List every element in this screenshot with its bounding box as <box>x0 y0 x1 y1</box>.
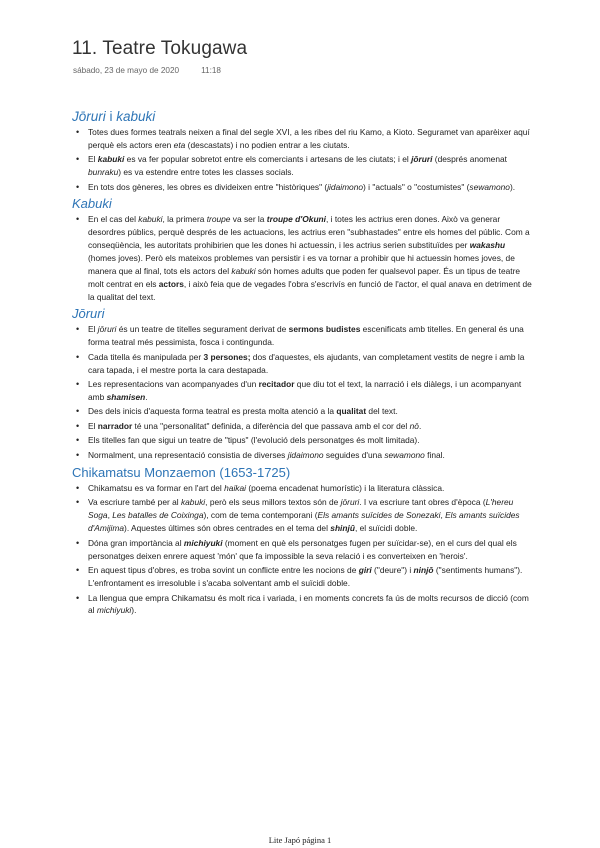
list-item: • Dóna gran importància al michiyuki (moment en què els personatges fugen per suïcidar-se), en el curs del qual els personatges deixen enrere aquest 'món' que fa impossible la seva relació i es converteixen en 'herois'. <box>88 537 534 563</box>
list-item: • El jōruri és un teatre de titelles segurament derivat de sermons budistes escenificats amb titelles. En general és una forma teatral més pessimista, fosca i contingunda. <box>88 323 534 349</box>
list-item: • Els titelles fan que sigui un teatre de "tipus" (l'evolució dels personatges és molt limitada). <box>88 434 534 447</box>
list-item: • Va escriure també per al kabuki, però els seus millors textos són de jōruri. I va escriure tant obres d'època (L'hereu Soga, Les batalles de Coixinga), com de tema contemporani (Els amants suïcides de Sonezaki, Els amants suïcides d'Amijima). Aquestes últimes són obres centrades en el tema del shinjū, el suïcidi doble. <box>88 496 534 535</box>
list-item: • Des dels inicis d'aquesta forma teatral es presta molta atenció a la qualitat del text. <box>88 405 534 418</box>
page-time: 11:18 <box>201 66 221 75</box>
list-item: • Chikamatsu es va formar en l'art del haikai (poema encadenat humorístic) i la literatura clàssica. <box>88 482 534 495</box>
list-item: • El kabuki es va fer popular sobretot entre els comerciants i artesans de les ciutats; i el jōruri (després anomenat bunraku) es va estendre entre totes les classes socials. <box>88 153 534 179</box>
page-date: sábado, 23 de mayo de 2020 <box>73 66 180 75</box>
note-content <box>72 108 534 619</box>
list-item: • Cada titella és manipulada per 3 persones; dos d'aquestes, els ajudants, van completament vestits de negre i amb la cara tapada, i el mestre porta la cara destapada. <box>88 351 534 377</box>
list-item: • El narrador té una "personalitat" definida, a diferència del que passava amb el cor del nō. <box>88 420 534 433</box>
bullet-list-chikamatsu <box>72 482 534 617</box>
page-meta <box>73 66 221 75</box>
section-heading-joruri-kabuki: Jōruri i kabuki <box>72 109 156 124</box>
section-heading-joruri: Jōruri <box>72 306 105 322</box>
list-item: • En aquest tipus d'obres, es troba sovint un conflicte entre les nocions de giri ("deure") i ninjō ("sentiments humans"). L'enfrontament es irresoluble i s'acaba solventant amb el suïcidi doble. <box>88 564 534 590</box>
list-item: • Totes dues formes teatrals neixen a final del segle XVI, a les ribes del riu Kamo, a Kioto. Seguramet van aparèixer aquí perquè els actors eren eta (descastats) i no podien entrar a les ciutats. <box>88 126 534 152</box>
list-item: • La llengua que empra Chikamatsu és molt rica i variada, i en moments concrets fa ús de molts recursos de dicció (com al michiyuki). <box>88 592 534 618</box>
list-item: • Normalment, una representació consistia de diverses jidaimono seguides d'una sewamono final. <box>88 449 534 462</box>
bullet-list-joruri <box>72 323 534 462</box>
list-item: • Les representacions van acompanyades d'un recitador que diu tot el text, la narració i els diàlegs, i un acompanyant amb shamisen. <box>88 378 534 404</box>
page-footer: Lite Japó página 1 <box>268 835 332 845</box>
section-heading-chikamatsu: Chikamatsu Monzaemon (1653-1725) <box>72 464 291 480</box>
list-item: • En tots dos gèneres, les obres es divideixen entre "històriques" (jidaimono) i "actuals" o "costumistes" (sewamono). <box>88 181 534 194</box>
list-item: • En el cas del kabuki, la primera troupe va ser la troupe d'Okuni, i totes les actrius eren dones. Això va generar desordres públics, perquè després de les actuacions, les actrius eren "subhastades" entre els homes del públic. Com a conseqüència, les autoritats prohibirien que les dones hi actuessin, i les actrius serien substituïdes per wakashu (homes joves). Però els mateixos problemes van persistir i es va tornar a prohibir que hi actuessin homes joves, de manera que al final, tots els actors del kabuki són homes adults que poden fer qualsevol paper. És un tipus de teatre molt centrat en els actors, i això feia que de vegades l'obra s'escrivís en funció de l'actor, el qual anava en detriment de la qualitat del text. <box>88 213 534 303</box>
page-title: 11. Teatre Tokugawa <box>72 38 248 59</box>
section-heading-kabuki: Kabuki <box>72 196 112 212</box>
bullet-list-kabuki <box>72 213 534 303</box>
bullet-list-joruri-kabuki <box>72 126 534 194</box>
